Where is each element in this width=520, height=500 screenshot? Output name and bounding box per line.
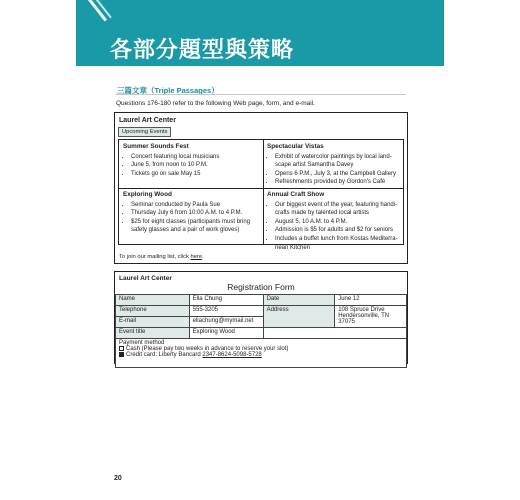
- payment-option-credit-card[interactable]: [119, 352, 403, 358]
- cash-option-label: Cash (Please pay two weeks in advance to reserve your slot): [126, 346, 289, 353]
- payment-method-cell: [116, 339, 407, 368]
- event-cell-summer-sounds: [119, 140, 263, 188]
- event-detail: • Tickets go on sale May 15: [131, 170, 259, 179]
- event-cell-exploring-wood: [119, 188, 263, 244]
- date-label: Date: [263, 295, 335, 306]
- event-name: Spectacular Vistas: [267, 143, 324, 150]
- form-title: Registration Form: [227, 282, 295, 292]
- section-divider: [116, 94, 406, 95]
- telephone-field[interactable]: 555-3205: [189, 306, 263, 317]
- event-detail: • $25 for eight classes (participants must bring safety glasses and a pair of work gloves): [131, 218, 259, 235]
- event-name: Annual Craft Show: [267, 191, 325, 198]
- credit-card-number: 2347-8624-5098-5728: [202, 352, 262, 359]
- event-cell-spectacular-vistas: [263, 140, 403, 188]
- web-page-title: Laurel Art Center: [119, 117, 176, 124]
- event-detail: • Admission is $5 for adults and $2 for seniors: [275, 226, 399, 235]
- event-name: Exploring Wood: [123, 191, 172, 198]
- mailing-list-link[interactable]: here: [190, 254, 203, 260]
- event-detail: • Our biggest event of the year, featuring handi-crafts made by talented local artists: [275, 201, 399, 218]
- event-cell-annual-craft-show: [263, 188, 403, 251]
- address-line-2: Hendersonville, TN 37075: [338, 313, 390, 325]
- event-detail: • Refreshments provided by Gordon's Café: [275, 178, 399, 187]
- address-line-1: 108 Spruce Drive: [338, 307, 385, 313]
- section-label: 三篇文章（Triple Passages）: [117, 86, 219, 95]
- banner-stripe: [80, 0, 107, 22]
- payment-method-label: Payment method: [119, 340, 165, 346]
- event-detail: • Exhibit of watercolor paintings by local land-scape artist Samantha Davey: [275, 153, 399, 170]
- mailing-list-note: [119, 254, 204, 260]
- event-name: Summer Sounds Fest: [123, 143, 189, 150]
- chapter-banner: [76, 0, 444, 66]
- upcoming-events-tab[interactable]: Upcoming Events: [118, 127, 171, 137]
- email-label: E-mail: [116, 317, 190, 328]
- mailing-list-text: To join our mailing list, click: [119, 254, 191, 260]
- name-field[interactable]: Ella Chung: [189, 295, 263, 306]
- date-field[interactable]: June 12: [335, 295, 407, 306]
- event-detail: • Thursday July 6 from 10:00 A.M. to 4 P.M.: [131, 209, 259, 218]
- event-detail: • Seminar conducted by Paula Sue: [131, 201, 259, 210]
- event-detail: • August 5, 10 A.M. to 4 P.M.: [275, 218, 399, 227]
- event-detail: • June 5, from noon to 10 P.M.: [131, 161, 259, 170]
- registration-form-box: [114, 271, 408, 364]
- event-title-field[interactable]: Exploring Wood: [189, 328, 263, 339]
- question-intro: Questions 176-180 refer to the following Web page, form, and e-mail.: [116, 100, 315, 107]
- telephone-label: Telephone: [116, 306, 190, 317]
- credit-card-checkbox[interactable]: [119, 352, 124, 357]
- event-title-label: Event title: [116, 328, 190, 339]
- form-org-name: Laurel Art Center: [119, 275, 172, 282]
- event-detail: • Includes a buffet lunch from Kostas Mediterra-nean Kitchen: [275, 235, 399, 252]
- credit-card-option-label: Credit card: Liberty Bancard: [126, 352, 203, 359]
- registration-table: [115, 294, 407, 368]
- mailing-list-period: .: [202, 254, 204, 260]
- event-detail: • Opens 6 P.M., July 3, at the Campbell Gallery: [275, 170, 399, 179]
- email-field[interactable]: ellachung@mymail.net: [189, 317, 263, 328]
- events-grid: [118, 139, 404, 251]
- page-number: 20: [114, 475, 122, 482]
- cash-checkbox[interactable]: [119, 346, 124, 351]
- web-page-box: [114, 112, 408, 264]
- name-label: Name: [116, 295, 190, 306]
- address-field[interactable]: [335, 306, 407, 328]
- empty-cell: [263, 328, 406, 339]
- chapter-title: 各部分題型與策略: [110, 38, 295, 63]
- event-detail: • Concert featuring local musicians: [131, 153, 259, 162]
- address-label: Address: [263, 306, 335, 328]
